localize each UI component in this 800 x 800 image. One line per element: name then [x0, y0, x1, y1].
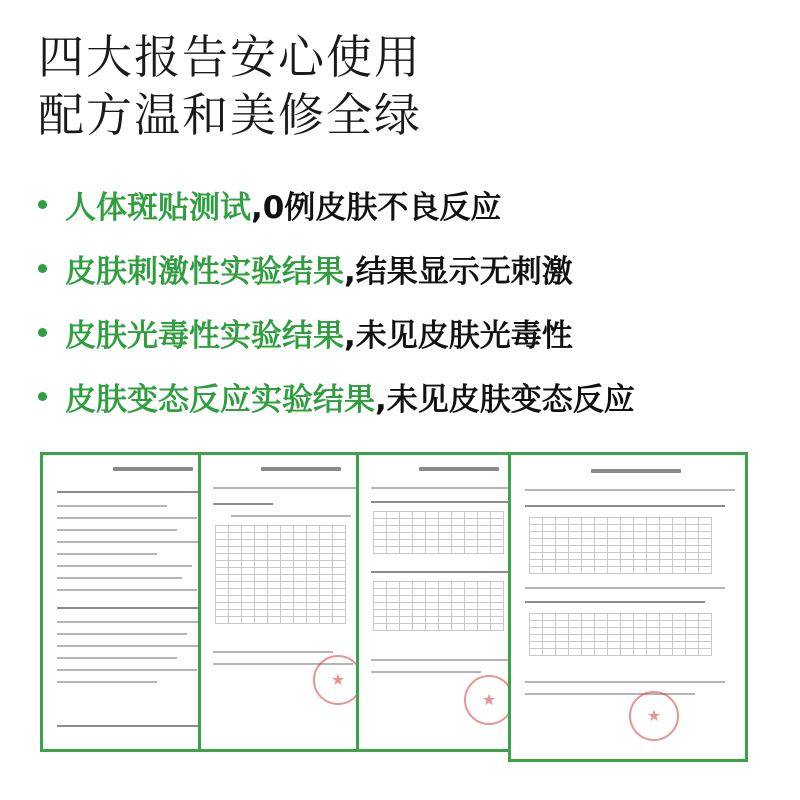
result-table — [215, 525, 346, 624]
claim-result: ,结果显示无刺激 — [344, 253, 573, 290]
claim-highlight: 人体斑贴测试 — [65, 189, 251, 226]
claim-item — [38, 300, 778, 364]
result-table — [529, 517, 712, 574]
report-document — [359, 455, 533, 749]
report-page-1 — [40, 452, 220, 752]
claim-item — [38, 172, 778, 236]
bullet-dot-icon — [38, 328, 47, 337]
result-table — [373, 511, 504, 554]
claim-result: ,未见皮肤变态反应 — [375, 381, 635, 418]
report-page-4 — [508, 452, 748, 762]
headline-line-2: 配方温和美修全绿 — [38, 88, 422, 142]
claims-list — [38, 172, 778, 428]
headline-line-1: 四大报告安心使用 — [38, 30, 422, 84]
result-table — [373, 581, 504, 631]
test-reports — [0, 452, 800, 762]
report-document — [43, 455, 217, 749]
claim-highlight: 皮肤光毒性实验结果 — [65, 317, 344, 354]
bullet-dot-icon — [38, 264, 47, 273]
claim-item — [38, 364, 778, 428]
bullet-dot-icon — [38, 392, 47, 401]
result-table — [529, 613, 712, 656]
claim-result: ,0例皮肤不良反应 — [251, 189, 502, 226]
claim-highlight: 皮肤刺激性实验结果 — [65, 253, 344, 290]
bullet-dot-icon — [38, 200, 47, 209]
seal-stamp-icon — [464, 675, 514, 725]
report-page-2 — [198, 452, 378, 752]
claim-result: ,未见皮肤光毒性 — [344, 317, 573, 354]
claim-highlight: 皮肤变态反应实验结果 — [65, 381, 375, 418]
report-document — [201, 455, 375, 749]
seal-stamp-icon — [629, 691, 679, 741]
report-document — [511, 455, 745, 759]
headline — [38, 28, 422, 144]
claim-item — [38, 236, 778, 300]
